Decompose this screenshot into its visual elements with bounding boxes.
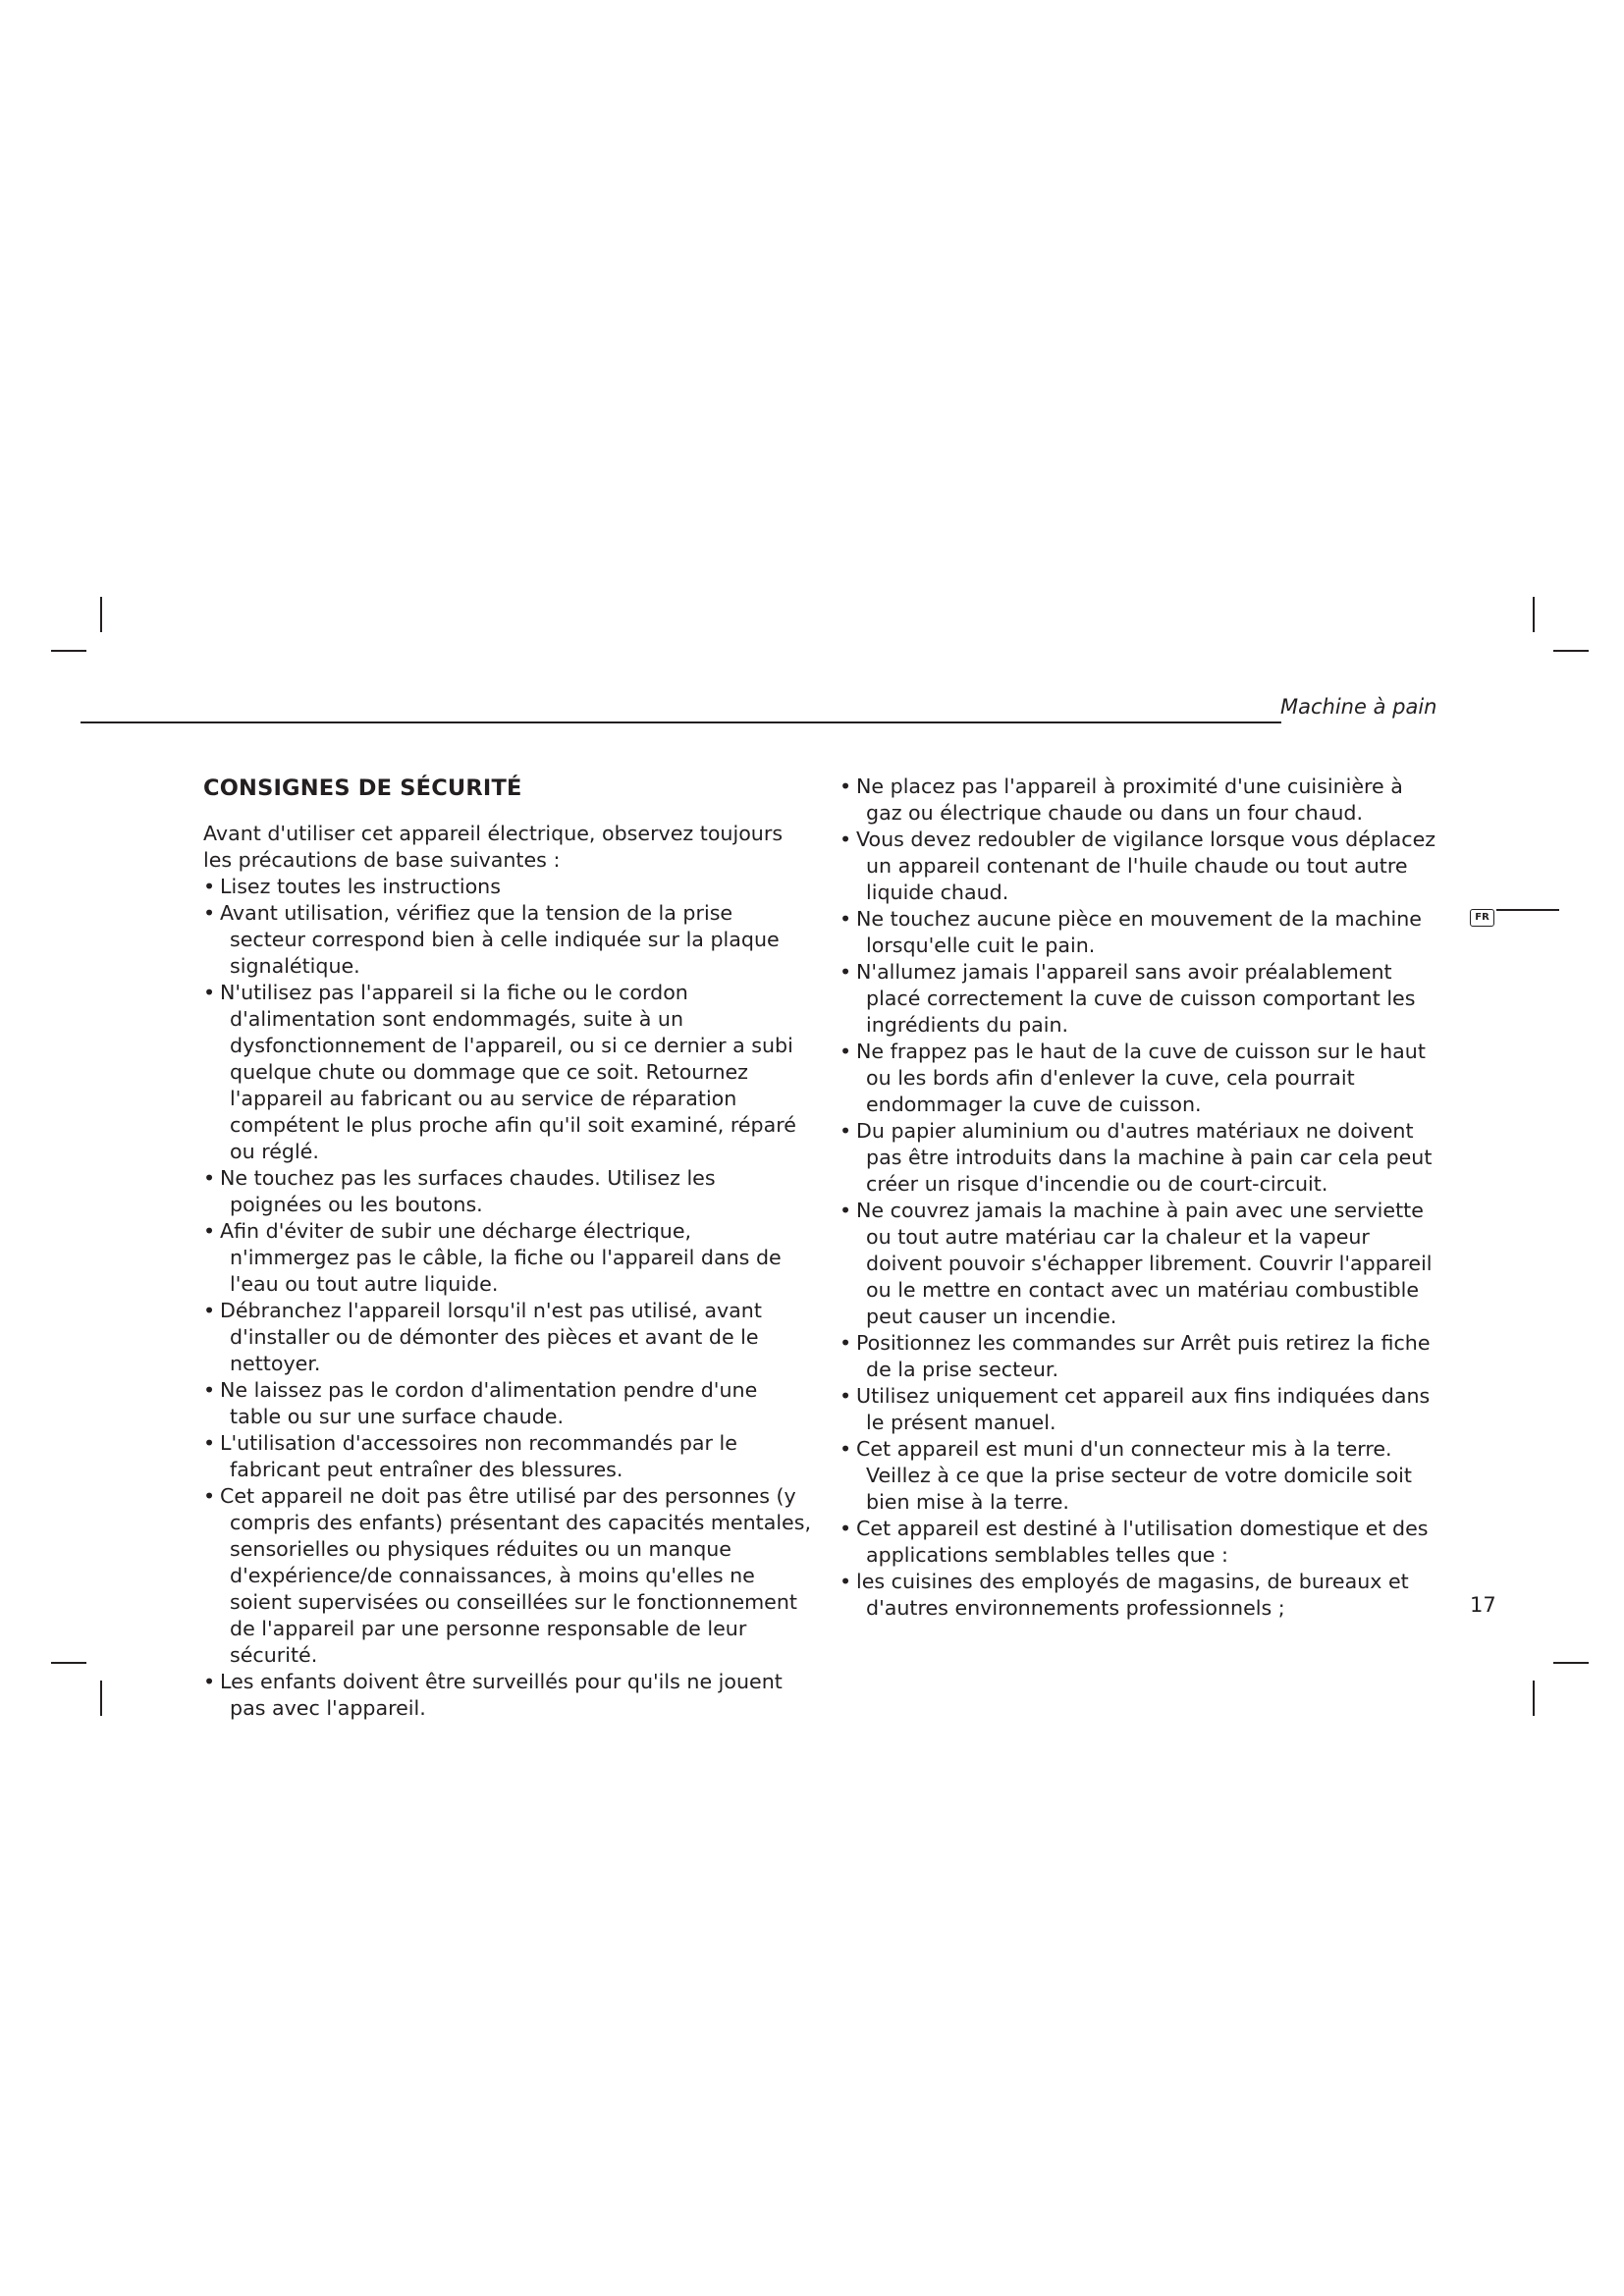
intro-paragraph: Avant d'utiliser cet appareil électrique, observez toujours les précautions de base suivantes : <box>203 822 784 872</box>
crop-mark <box>1553 650 1589 652</box>
list-item: • Ne frappez pas le haut de la cuve de cuisson sur le haut ou les bords afin d'enlever la cuve, cela pourrait endommager la cuve de cuisson. <box>839 1039 1438 1118</box>
list-item: • Du papier aluminium ou d'autres matériaux ne doivent pas être introduits dans la machine à pain car cela peut créer un risque d'incendie ou de court-circuit. <box>839 1118 1438 1198</box>
page-number: 17 <box>1470 1593 1496 1617</box>
crop-mark <box>100 597 102 632</box>
list-item: • Ne touchez pas les surfaces chaudes. Utilisez les poignées ou les boutons. <box>203 1165 812 1218</box>
list-item: • Ne couvrez jamais la machine à pain avec une serviette ou tout autre matériau car la chaleur et la vapeur doivent pouvoir s'échapper librement. Couvrir l'appareil ou le mettre en contact avec un matériau combustible peut causer un incendie. <box>839 1198 1438 1330</box>
list-item: • Cet appareil est destiné à l'utilisation domestique et des applications semblables telles que : <box>839 1516 1438 1569</box>
language-badge: FR <box>1470 909 1494 927</box>
crop-mark <box>1553 1662 1589 1664</box>
crop-mark <box>51 650 86 652</box>
header-rule <box>81 721 1281 723</box>
list-item: • Avant utilisation, vérifiez que la tension de la prise secteur correspond bien à celle indiquée sur la plaque signalétique. <box>203 900 812 980</box>
list-item: • Les enfants doivent être surveillés pour qu'ils ne jouent pas avec l'appareil. <box>203 1669 812 1722</box>
list-item: • N'allumez jamais l'appareil sans avoir préalablement placé correctement la cuve de cuisson comportant les ingrédients du pain. <box>839 959 1438 1039</box>
list-item: • Débranchez l'appareil lorsqu'il n'est pas utilisé, avant d'installer ou de démonter des pièces et avant de le nettoyer. <box>203 1298 812 1377</box>
safety-list-right <box>839 774 1438 1622</box>
list-item: • Positionnez les commandes sur Arrêt puis retirez la fiche de la prise secteur. <box>839 1330 1438 1383</box>
list-item: • Afin d'éviter de subir une décharge électrique, n'immergez pas le câble, la fiche ou l'appareil dans de l'eau ou tout autre liquide. <box>203 1218 812 1298</box>
list-item: • L'utilisation d'accessoires non recommandés par le fabricant peut entraîner des blessures. <box>203 1430 812 1483</box>
running-header-title: Machine à pain <box>1280 695 1437 719</box>
crop-mark <box>1533 1681 1535 1716</box>
crop-mark <box>51 1662 86 1664</box>
list-item: • Vous devez redoubler de vigilance lorsque vous déplacez un appareil contenant de l'huile chaude ou tout autre liquide chaud. <box>839 827 1438 906</box>
right-column <box>839 774 1438 1622</box>
list-item: • Ne touchez aucune pièce en mouvement de la machine lorsqu'elle cuit le pain. <box>839 906 1438 959</box>
safety-list-left <box>203 874 812 1722</box>
left-column <box>203 774 812 1722</box>
crop-mark <box>100 1681 102 1716</box>
crop-mark <box>1533 597 1535 632</box>
list-item: • les cuisines des employés de magasins, de bureaux et d'autres environnements professionnels ; <box>839 1569 1438 1622</box>
list-item: • Ne laissez pas le cordon d'alimentation pendre d'une table ou sur une surface chaude. <box>203 1377 812 1430</box>
list-item: • N'utilisez pas l'appareil si la fiche ou le cordon d'alimentation sont endommagés, suite à un dysfonctionnement de l'appareil, ou si ce dernier a subi quelque chute ou dommage que ce soit. Retournez l'appareil au fabricant ou au service de réparation compétent le plus proche afin qu'il soit examiné, réparé ou réglé. <box>203 980 812 1165</box>
list-item: • Ne placez pas l'appareil à proximité d'une cuisinière à gaz ou électrique chaude ou dans un four chaud. <box>839 774 1438 827</box>
section-title: CONSIGNES DE SÉCURITÉ <box>203 775 522 801</box>
language-tab-rule <box>1496 909 1559 911</box>
list-item: • Cet appareil ne doit pas être utilisé par des personnes (y compris des enfants) présentant des capacités mentales, sensorielles ou physiques réduites ou un manque d'expérience/de connaissances, à moins qu'elles ne soient supervisées ou conseillées sur le fonctionnement de l'appareil par une personne responsable de leur sécurité. <box>203 1483 812 1669</box>
list-item: • Utilisez uniquement cet appareil aux fins indiquées dans le présent manuel. <box>839 1383 1438 1436</box>
list-item: • Cet appareil est muni d'un connecteur mis à la terre. Veillez à ce que la prise secteur de votre domicile soit bien mise à la terre. <box>839 1436 1438 1516</box>
list-item: • Lisez toutes les instructions <box>203 874 812 900</box>
